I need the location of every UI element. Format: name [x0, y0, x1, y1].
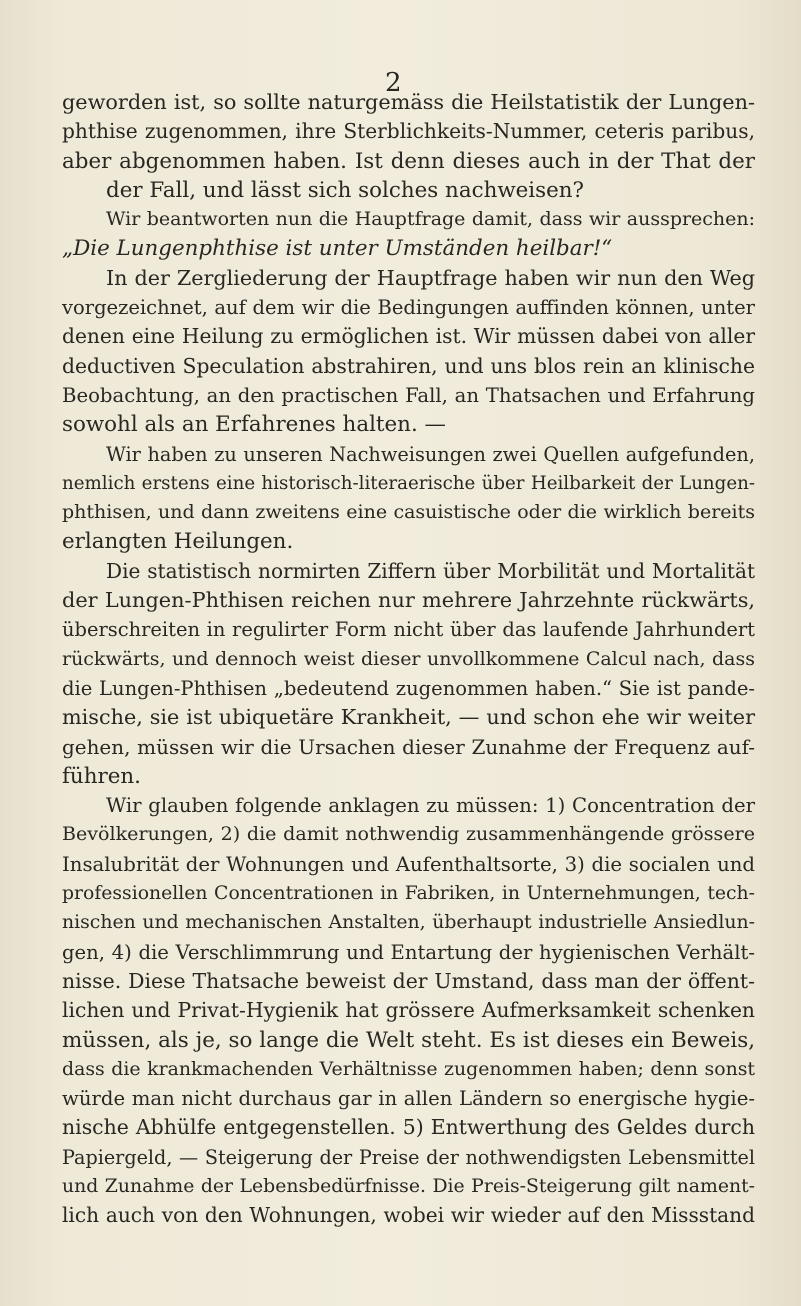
text-line: phthise zugenommen, ihre Sterblichkeits-Nummer, ceteris paribus,: [62, 119, 755, 144]
text-line: nemlich erstens eine historisch-literaerische über Heilbarkeit der Lungen-: [62, 472, 755, 494]
text-line: würde man nicht durchaus gar in allen Ländern so energische hygie-: [62, 1087, 755, 1111]
text-line: professionellen Concentrationen in Fabriken, in Unternehmungen, tech-: [62, 883, 755, 905]
text-line: gen, 4) die Verschlimmrung und Entartung der hygienischen Verhält-: [62, 940, 755, 964]
text-line: vorgezeichnet, auf dem wir die Bedingungen auffinden können, unter: [62, 296, 755, 320]
text-line: dass die krankmachenden Verhältnisse zugenommen haben; denn sonst: [62, 1057, 755, 1080]
text-line: der Fall, und lässt sich solches nachweisen?: [106, 177, 585, 203]
text-line: aber abgenommen haben. Ist denn dieses auch in der That der: [62, 148, 755, 174]
text-line: Die statistisch normirten Ziffern über Morbilität und Mortalität: [106, 558, 755, 583]
text-line: überschreiten in regulirter Form nicht über das laufende Jahrhundert: [62, 618, 755, 642]
text-line: lich auch von den Wohnungen, wobei wir wieder auf den Missstand: [62, 1203, 755, 1228]
text-line: Wir haben zu unseren Nachweisungen zwei Quellen aufgefunden,: [106, 442, 755, 466]
text-line: Bevölkerungen, 2) die damit nothwendig zusammenhängende grössere: [62, 823, 755, 846]
text-line: deductiven Speculation abstrahiren, und uns blos rein an klinische: [62, 353, 755, 378]
text-line: denen eine Heilung zu ermöglichen ist. Wir müssen dabei von aller: [62, 324, 755, 349]
body-text: [62, 88, 755, 1231]
text-line: nisse. Diese Thatsache beweist der Umstand, dass man der öffent-: [62, 968, 755, 993]
text-line: mische, sie ist ubiquetäre Krankheit, — und schon ehe wir weiter: [62, 705, 755, 730]
text-line: Wir glauben folgende anklagen zu müssen: 1) Concentration der: [106, 794, 755, 818]
italic-thesis-line: „Die Lungenphthise ist unter Umständen heilbar!“: [62, 236, 613, 262]
text-line: lichen und Privat-Hygienik hat grössere Aufmerksamkeit schenken: [62, 998, 755, 1023]
text-line: Insalubrität der Wohnungen und Aufenthaltsorte, 3) die socialen und: [62, 852, 755, 876]
text-line: müssen, als je, so lange die Welt steht. Es ist dieses ein Beweis,: [62, 1027, 755, 1053]
text-line: Wir beantworten nun die Hauptfrage damit, dass wir aussprechen:: [106, 208, 755, 231]
text-line: In der Zergliederung der Hauptfrage haben wir nun den Weg: [106, 265, 755, 290]
page-number: 2: [385, 68, 402, 98]
text-line: führen.: [62, 763, 141, 789]
text-line: erlangten Heilungen.: [62, 529, 294, 555]
text-line: gehen, müssen wir die Ursachen dieser Zunahme der Frequenz auf-: [62, 734, 755, 759]
text-line: Beobachtung, an den practischen Fall, an Thatsachen und Erfahrung: [62, 383, 755, 407]
text-line: der Lungen-Phthisen reichen nur mehrere Jahrzehnte rückwärts,: [62, 588, 755, 613]
text-line: die Lungen-Phthisen „bedeutend zugenommen haben.“ Sie ist pande-: [62, 676, 755, 700]
text-line: geworden ist, so sollte naturgemäss die Heilstatistik der Lungen-: [62, 90, 755, 114]
text-line: Papiergeld, — Steigerung der Preise der nothwendigsten Lebensmittel: [62, 1145, 755, 1169]
text-line: nische Abhülfe entgegenstellen. 5) Entwerthung des Geldes durch: [62, 1115, 755, 1140]
text-line: phthisen, und dann zweitens eine casuistische oder die wirklich bereits: [62, 501, 755, 524]
text-line: nischen und mechanischen Anstalten, überhaupt industrielle Ansiedlun-: [62, 912, 755, 934]
text-line: rückwärts, und dennoch weist dieser unvollkommene Calcul nach, dass: [62, 647, 755, 670]
text-line: sowohl als an Erfahrenes halten. —: [62, 412, 446, 438]
text-line: und Zunahme der Lebensbedürfnisse. Die Preis-Steigerung gilt nament-: [62, 1175, 755, 1197]
